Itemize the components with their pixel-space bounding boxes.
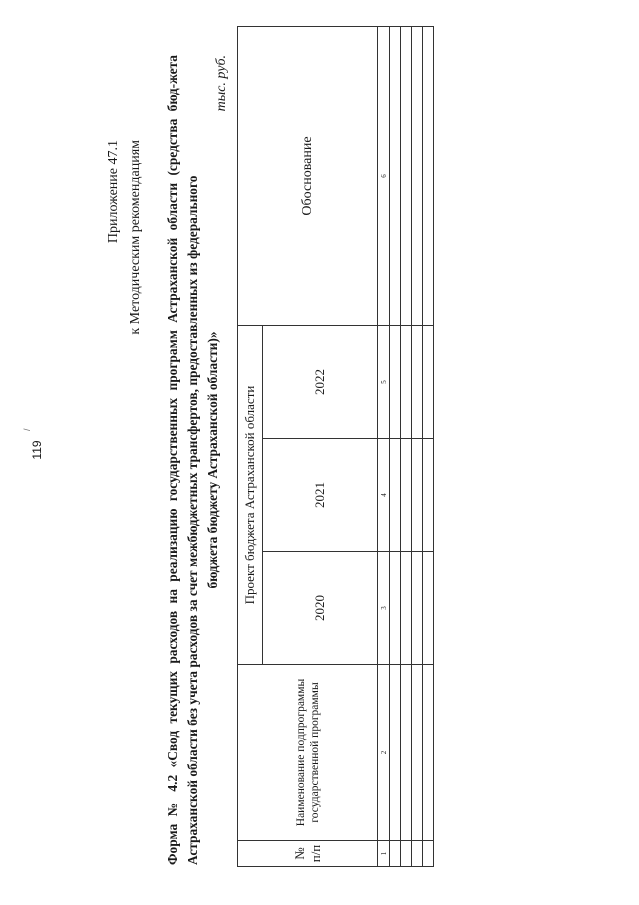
table-cell [412, 841, 423, 867]
form-title-last-line: бюджета бюджету Астраханской области)» [205, 331, 220, 589]
table-cell [423, 552, 434, 665]
table-cell [401, 552, 412, 665]
header-year-2021: 2021 [263, 439, 378, 552]
header-name: Наименование подпрограммы государственной программы [238, 665, 378, 841]
table-cell [412, 552, 423, 665]
column-number-4: 4 [378, 439, 390, 552]
appendix-note [103, 140, 147, 480]
expenses-table [237, 26, 434, 867]
table-cell [401, 439, 412, 552]
table-cell [390, 552, 401, 665]
form-title-main: Форма № 4.2 «Свод текущих расходов на реализацию государственных программ Астраханской области (средства бюд-жета Астраханской области без учета расходов за счет межбюджетных трансфертов, предоставленных из федерального [165, 55, 200, 865]
table-cell [412, 326, 423, 439]
table-cell [390, 665, 401, 841]
header-budget-group: Проект бюджета Астраханской области [238, 326, 263, 665]
table-cell [412, 665, 423, 841]
table-row [412, 27, 423, 867]
appendix-line-1: Приложение 47.1 [106, 140, 121, 244]
table-row [390, 27, 401, 867]
stray-mark: / [22, 428, 32, 431]
table-cell [390, 27, 401, 326]
header-no: № п/п [238, 841, 378, 867]
table-cell [412, 439, 423, 552]
page-number: 119 [30, 440, 44, 460]
table-cell [412, 27, 423, 326]
table-cell [423, 27, 434, 326]
header-basis: Обоснование [238, 27, 378, 326]
form-title [163, 55, 223, 865]
table-cell [423, 326, 434, 439]
table-cell [401, 27, 412, 326]
header-year-2020: 2020 [263, 552, 378, 665]
table-cell [423, 439, 434, 552]
table-column-numbers-row [378, 27, 390, 867]
table-cell [390, 439, 401, 552]
table-cell [401, 665, 412, 841]
column-number-6: 6 [378, 27, 390, 326]
table-header-row [238, 27, 263, 867]
table-row [401, 27, 412, 867]
column-number-1: 1 [378, 841, 390, 867]
column-number-5: 5 [378, 326, 390, 439]
units-label: тыс. руб. [214, 55, 229, 112]
column-number-2: 2 [378, 665, 390, 841]
table-row [423, 27, 434, 867]
table-cell [390, 841, 401, 867]
column-number-3: 3 [378, 552, 390, 665]
table-cell [423, 665, 434, 841]
table-cell [401, 841, 412, 867]
table-cell [423, 841, 434, 867]
table-cell [390, 326, 401, 439]
table-cell [401, 326, 412, 439]
header-year-2022: 2022 [263, 326, 378, 439]
appendix-line-2: к Методическим рекомендациям [128, 140, 143, 335]
